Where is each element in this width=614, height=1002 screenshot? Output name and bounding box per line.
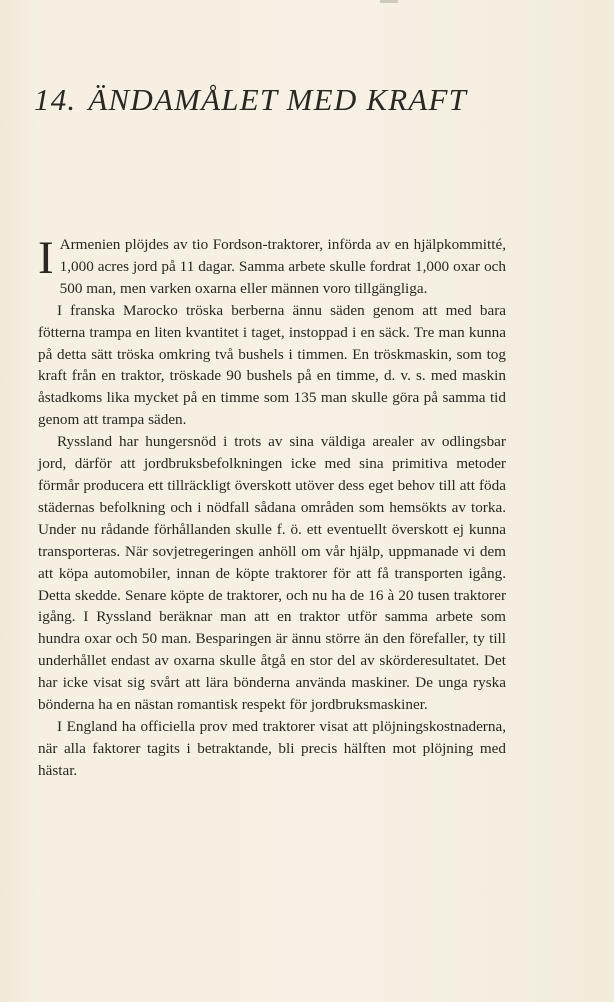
drop-cap: I bbox=[38, 232, 54, 284]
page-edge-mark bbox=[380, 0, 398, 3]
chapter-number: 14. bbox=[34, 82, 77, 117]
paragraph-2: I franska Marocko tröska berberna ännu säden genom att med bara fötterna trampa en liten kvantitet i taget, instoppad i en säck. Tre man kunna på detta sätt tröska omkring två bushels i timmen. En tröskmaskin, som tog kraft från en traktor, tröskade 90 bushels på en timme, d. v. s. med maskin åstadkoms lika mycket på en timme som 135 man skulle göra på samma tid genom att trampa säden. bbox=[38, 301, 506, 429]
paragraph-1-text: Armenien plöjdes av tio Fordson-traktorer, införda av en hjälpkommitté, 1,000 acres jord på 11 dagar. Samma arbete skulle fordrat 1,000 oxar och 500 man, men varken oxarna eller männen voro tillgängliga. bbox=[59, 236, 506, 297]
paragraph-4: I England ha officiella prov med traktorer visat att plöjningskostnaderna, när alla faktorer tagits i betraktande, bli precis hälften mot plöjning med hästar. bbox=[38, 717, 506, 779]
chapter-heading bbox=[34, 82, 594, 118]
paragraph-1 bbox=[38, 234, 506, 300]
chapter-title: ÄNDAMÅLET MED KRAFT bbox=[88, 82, 468, 117]
paragraph-3: Ryssland har hungersnöd i trots av sina väldiga arealer av odlingsbar jord, därför att jordbruksbefolkningen icke med sina primitiva metoder förmår producera ett tillräckligt överskott utöver dess eget behov till att föda städernas befolkning och i nödfall sådana områden som hemsökts av torka. Under nu rådande förhållanden skulle f. ö. ett eventuellt överskott ej kunna transporteras. När sovjetregeringen anhöll om vår hjälp, uppmanade vi dem att köpa automobiler, innan de köpte traktorer för att få transporten igång. Detta skedde. Senare köpte de traktorer, och nu ha de 16 à 20 tusen traktorer igång. I Ryssland beräknar man att en traktor utför samma arbete som hundra oxar och 50 man. Besparingen är ännu större än den förefaller, ty till underhållet endast av oxarna skulle åtgå en stor del av skörderesultatet. Det har icke visat sig svårt att lära bönderna använda maskiner. De unga ryska bönderna ha en nästan romantisk respekt för jordbruksmaskiner. bbox=[38, 433, 506, 714]
body-text bbox=[38, 234, 506, 782]
